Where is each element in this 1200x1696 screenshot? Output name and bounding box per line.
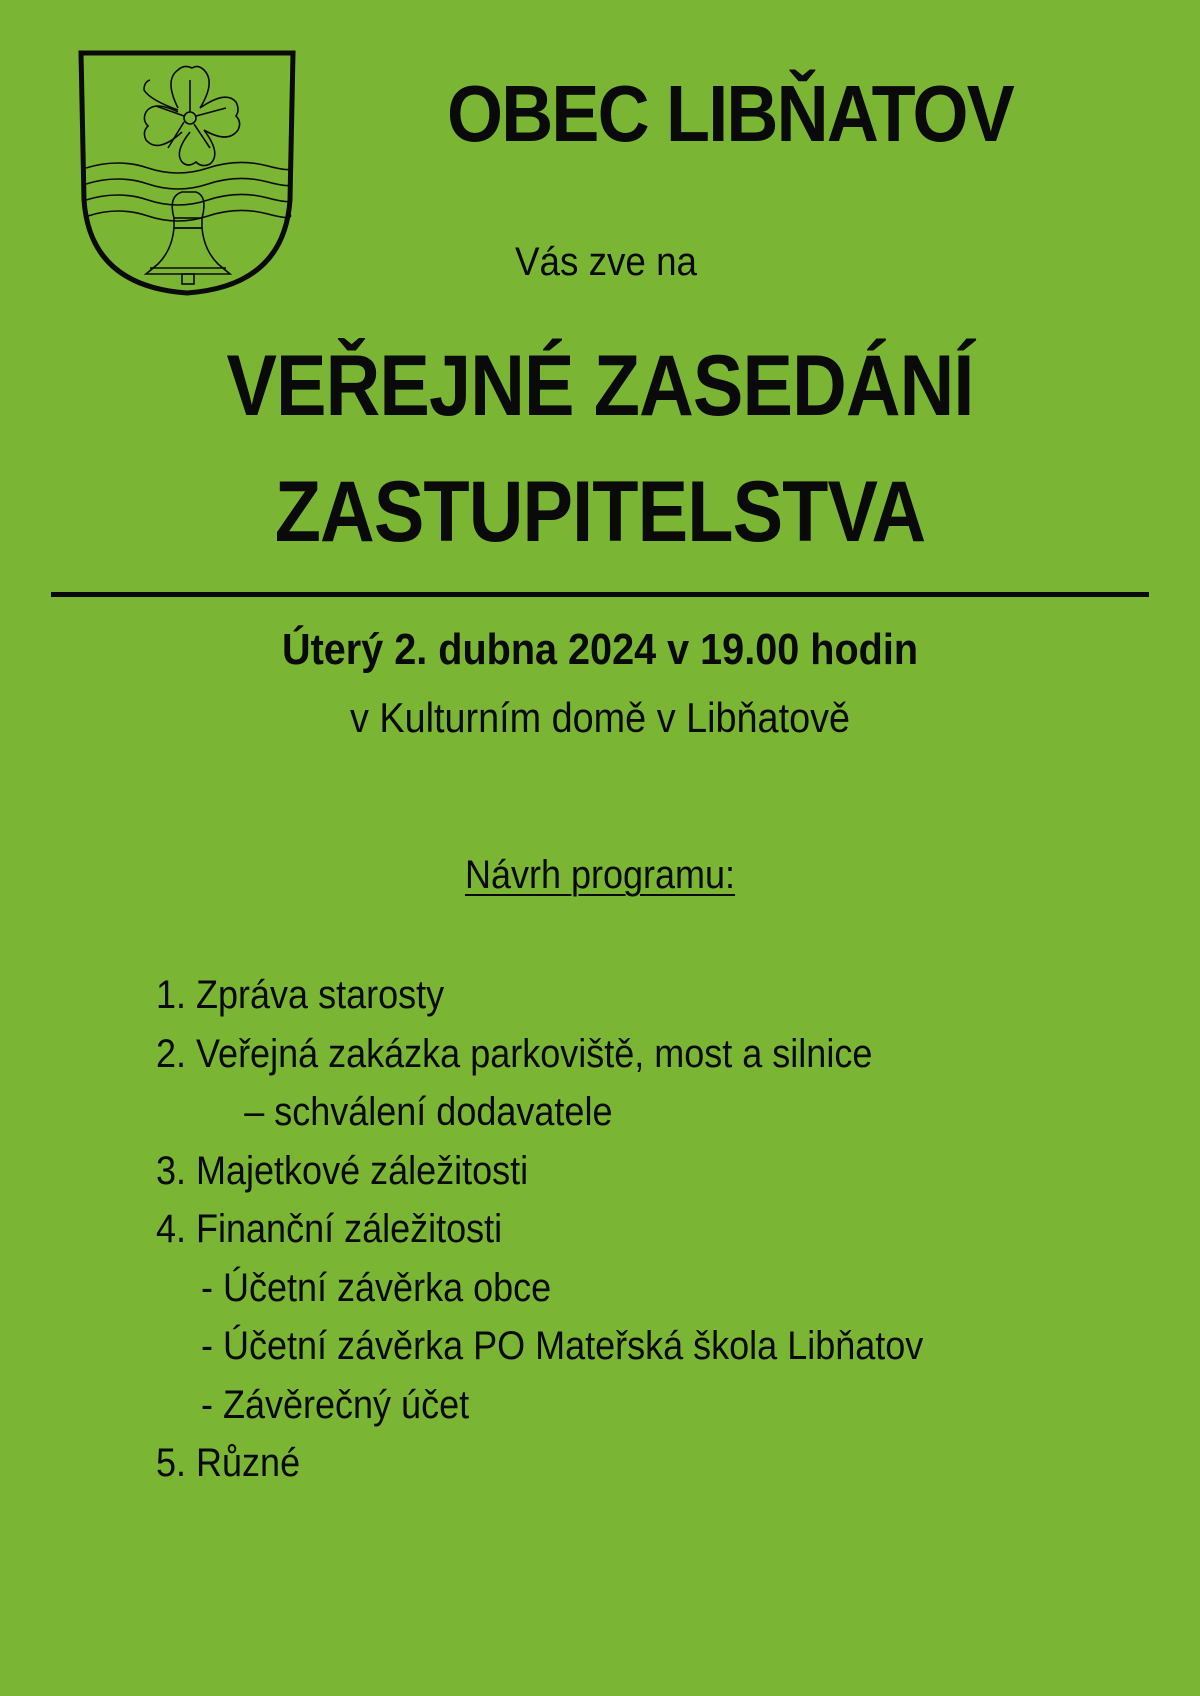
agenda-item-continuation: – schválení dodavatele	[244, 1090, 613, 1134]
headline-line-2: ZASTUPITELSTVA	[274, 464, 926, 560]
program-heading: Návrh programu:	[464, 853, 736, 897]
invite-text: Vás zve na	[514, 240, 698, 284]
divider	[51, 592, 1149, 597]
agenda-item: 3. Majetkové záležitosti	[156, 1148, 529, 1193]
coat-of-arms-icon	[78, 50, 296, 296]
agenda-subitem: - Závěrečný účet	[201, 1382, 470, 1427]
headline-line-1: VEŘEJNÉ ZASEDÁNÍ	[226, 338, 974, 434]
municipality-title: OBEC LIBŇATOV	[447, 69, 1013, 158]
agenda-subitem: - Účetní závěrka PO Mateřská škola Libňatov	[201, 1324, 924, 1368]
agenda-list	[156, 966, 923, 1493]
agenda-subitem: - Účetní závěrka obce	[201, 1265, 552, 1310]
agenda-item: 5. Různé	[156, 1441, 301, 1485]
agenda-item: 4. Finanční záležitosti	[156, 1207, 503, 1251]
event-venue: v Kulturním domě v Libňatově	[349, 694, 851, 741]
event-date-time: Úterý 2. dubna 2024 v 19.00 hodin	[281, 625, 919, 674]
agenda-item: 2. Veřejná zakázka parkoviště, most a silnice	[156, 1031, 873, 1076]
agenda-item: 1. Zpráva starosty	[156, 973, 445, 1017]
